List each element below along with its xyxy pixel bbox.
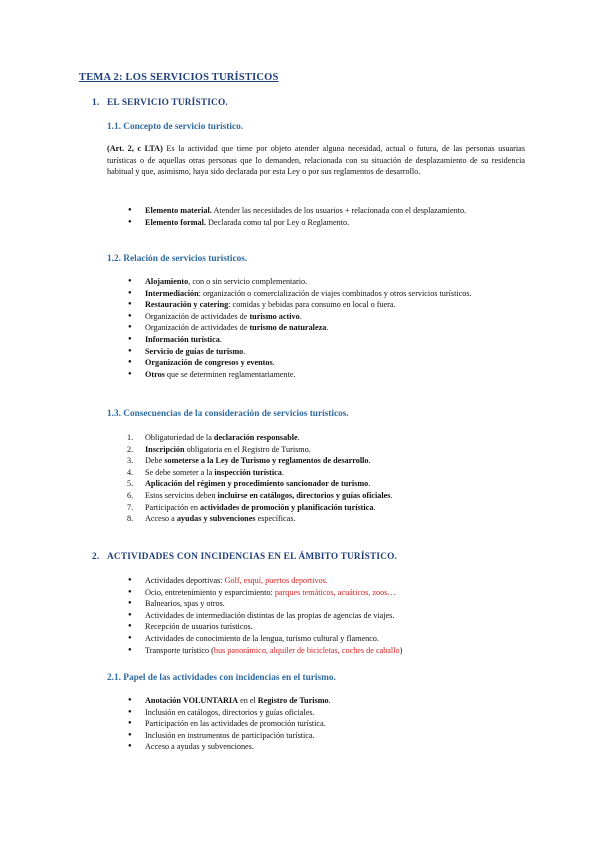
- subsection-2-1-heading: 2.1. Papel de las actividades con incidencias en el turismo.: [107, 673, 336, 683]
- section-1-number: 1.: [92, 98, 100, 108]
- list-item: 7. Participación en actividades de promoción y planificación turística.: [127, 502, 376, 512]
- list-item: ● Actividades de conocimiento de la lengua, turismo cultural y flamenco.: [107, 633, 527, 645]
- definition-reference: (Art. 2, c LTA): [107, 144, 163, 153]
- list-item: 6. Estos servicios deben incluirse en catálogos, directorios y guías oficiales.: [127, 490, 393, 500]
- list-item: ● Alojamiento, con o sin servicio complementario.: [107, 276, 527, 288]
- list-item: ● Información turística.: [107, 334, 527, 346]
- list-item: ● Elemento formal. Declarada como tal por Ley o Reglamento.: [107, 217, 527, 229]
- list-item: 4. Se debe someter a la inspección turística.: [127, 467, 284, 477]
- list-item: 2. Inscripción obligatoria en el Registro de Turismo.: [127, 444, 311, 454]
- list-item: 1. Obligatoriedad de la declaración responsable.: [127, 433, 300, 442]
- list-item: 8. Acceso a ayudas y subvenciones específicas.: [127, 514, 296, 524]
- list-item: ● Otros que se determinen reglamentariamente.: [107, 369, 527, 381]
- services-relation-list: [107, 276, 527, 380]
- list-item: ● Anotación VOLUNTARIA en el Registro de Turismo.: [107, 695, 527, 707]
- list-item: ● Participación en las actividades de promoción turística.: [107, 718, 527, 730]
- subsection-1-3-heading: 1.3. Consecuencias de la consideración de servicios turísticos.: [107, 409, 349, 419]
- list-item: ● Restauración y catering: comidas y bebidas para consumo en local o fuera.: [107, 299, 527, 311]
- section-2-heading: ACTIVIDADES CON INCIDENCIAS EN EL ÁMBITO TURÍSTICO.: [107, 552, 398, 562]
- subsection-1-1-heading: 1.1. Concepto de servicio turístico.: [107, 122, 244, 132]
- elements-list: [107, 205, 527, 228]
- page-title: TEMA 2: LOS SERVICIOS TURÍSTICOS: [79, 72, 279, 83]
- section-2-number: 2.: [92, 552, 100, 562]
- list-item: 3. Debe someterse a la Ley de Turismo y reglamentos de desarrollo.: [127, 456, 371, 466]
- list-item: ● Intermediación: organización o comercialización de viajes combinados y otros servicios turísticos.: [107, 288, 527, 300]
- list-item: ● Servicio de guías de turismo.: [107, 346, 527, 358]
- list-item: ● Ocio, entretenimiento y esparcimiento: parques temáticos, acuáticos, zoos…: [107, 587, 527, 599]
- list-item: ● Organización de congresos y eventos.: [107, 357, 527, 369]
- consequences-list: [107, 432, 527, 525]
- list-item: ● Acceso a ayudas y subvenciones.: [107, 741, 527, 753]
- activities-list: [107, 575, 527, 656]
- list-item: 5. Aplicación del régimen y procedimiento sancionador de turismo.: [127, 479, 371, 489]
- list-item: ● Actividades deportivas: Golf, esquí, puertos deportivos.: [107, 575, 527, 587]
- list-item: ● Transporte turístico (bus panorámico, alquiler de bicicletas, coches de caballo): [107, 645, 527, 657]
- list-item: ● Actividades de intermediación distintas de las propias de agencias de viajes.: [107, 610, 527, 622]
- definition-paragraph: [107, 143, 525, 178]
- list-item: ● Elemento material. Atender las necesidades de los usuarios + relacionada con el desplazamiento.: [107, 205, 527, 217]
- list-item: ● Organización de actividades de turismo de naturaleza.: [107, 322, 527, 334]
- definition-text: Es la actividad que tiene por objeto atender alguna necesidad, actual o futura, de las personas usuarias turísticas o de aquellas otras personas que lo demanden, relacionada con su situación de desplazamiento de su residencia habitual y que, asimismo, haya sido declarada por esta Ley o por sus reglamentos de desarrollo.: [107, 144, 525, 177]
- list-item: ● Organización de actividades de turismo activo.: [107, 311, 527, 323]
- list-item: ● Inclusión en instrumentos de participación turística.: [107, 730, 527, 742]
- subsection-1-2-heading: 1.2. Relación de servicios turísticos.: [107, 254, 248, 264]
- role-list: [107, 695, 527, 753]
- section-1-heading: EL SERVICIO TURÍSTICO.: [107, 98, 228, 108]
- list-item: ● Recepción de usuarios turísticos.: [107, 621, 527, 633]
- list-item: ● Inclusión en catálogos, directorios y guías oficiales.: [107, 707, 527, 719]
- list-item: ● Balnearios, spas y otros.: [107, 598, 527, 610]
